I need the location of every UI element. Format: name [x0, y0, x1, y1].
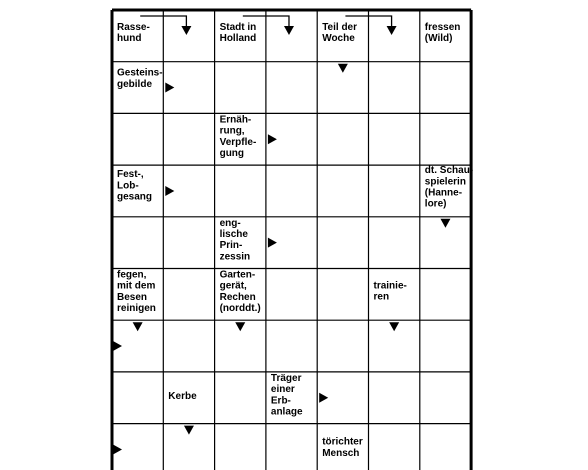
answer-cell[interactable] — [216, 373, 265, 423]
clue-text-line: Träger — [270, 372, 302, 384]
answer-cell[interactable] — [267, 321, 316, 371]
clue-teil-der-woche — [322, 22, 357, 44]
answer-cell[interactable] — [267, 11, 316, 61]
clue-text-line: Garten- — [219, 269, 256, 281]
answer-cell[interactable] — [164, 270, 213, 320]
clue-text-line: Stadt in — [219, 22, 257, 33]
clue-text-line: gebilde — [117, 78, 153, 90]
clue-traeger-erbanlage — [271, 373, 303, 418]
clue-text-line: Prin- — [219, 240, 243, 252]
clue-gartengeraet — [220, 270, 261, 315]
answer-cell[interactable] — [113, 114, 162, 164]
clue-text-line: reinigen — [117, 303, 156, 315]
clue-text-line: (Hanne- — [424, 187, 463, 199]
answer-cell[interactable] — [318, 321, 367, 371]
answer-cell[interactable] — [267, 425, 316, 470]
clue-stadt-in-holland — [220, 22, 257, 44]
clue-text-line: gerät, — [219, 280, 247, 292]
answer-cell[interactable] — [370, 166, 419, 216]
answer-cell[interactable] — [164, 218, 213, 268]
clue-text-line: Erb- — [270, 395, 291, 407]
answer-cell[interactable] — [318, 270, 367, 320]
clue-text-line: dt. Schau- — [424, 165, 474, 177]
answer-cell[interactable] — [370, 11, 419, 61]
clue-fest-lobgesang — [117, 169, 152, 202]
answer-cell[interactable] — [370, 373, 419, 423]
answer-cell[interactable] — [421, 270, 470, 320]
answer-cell[interactable] — [267, 63, 316, 113]
clue-text-line: Verpfle- — [219, 136, 257, 148]
answer-cell[interactable] — [164, 11, 213, 61]
clue-text-line: Gesteins- — [117, 67, 163, 79]
clue-text-line: lore) — [424, 198, 447, 210]
clue-text-line: Woche — [322, 33, 355, 45]
answer-cell[interactable] — [267, 166, 316, 216]
clue-text-line: Holland — [219, 33, 257, 45]
answer-cell[interactable] — [370, 63, 419, 113]
clue-trainieren — [374, 281, 407, 303]
clue-fressen-wild — [425, 22, 461, 44]
answer-cell[interactable] — [164, 321, 213, 371]
clue-text-line: lische — [219, 229, 248, 240]
answer-cell[interactable] — [113, 218, 162, 268]
clue-text-line: ren — [373, 291, 390, 303]
answer-cell[interactable] — [421, 321, 470, 371]
clue-text-line: (Wild) — [424, 33, 453, 45]
clue-text-line: Besen — [117, 291, 148, 303]
clue-toerichter-mensch — [322, 437, 363, 459]
clue-text-line: einer — [270, 384, 295, 396]
clue-text-line: spielerin — [424, 176, 466, 188]
answer-cell[interactable] — [421, 114, 470, 164]
answer-cell[interactable] — [216, 63, 265, 113]
clue-text-line: Lob- — [117, 180, 139, 192]
answer-cell[interactable] — [318, 114, 367, 164]
answer-cell[interactable] — [370, 218, 419, 268]
clue-rassehund — [117, 22, 150, 44]
clue-text-line: gung — [219, 148, 245, 159]
answer-cell[interactable] — [267, 270, 316, 320]
clue-text-line: Mensch — [322, 447, 360, 459]
clue-text-line: hund — [117, 33, 142, 45]
answer-cell[interactable] — [113, 425, 162, 470]
answer-cell[interactable] — [216, 166, 265, 216]
clue-text-line: Rechen — [219, 291, 256, 303]
answer-cell[interactable] — [370, 425, 419, 470]
clue-text-line: Fest-, — [117, 169, 144, 181]
clue-text-line: Rasse- — [117, 22, 150, 33]
answer-cell[interactable] — [421, 425, 470, 470]
clue-text-line: (norddt.) — [219, 303, 261, 315]
clue-text-line: eng- — [219, 217, 241, 229]
clue-gesteinsgebilde — [117, 68, 163, 90]
answer-cell[interactable] — [318, 218, 367, 268]
clue-text-line: anlage — [270, 406, 303, 418]
answer-cell[interactable] — [370, 114, 419, 164]
clue-ernaehrung — [220, 114, 257, 159]
answer-cell[interactable] — [164, 114, 213, 164]
clue-fegen — [117, 270, 156, 315]
clue-text-line: trainie- — [373, 280, 407, 292]
answer-cell[interactable] — [421, 373, 470, 423]
clue-text-line: rung, — [219, 125, 245, 137]
clue-text-line: Kerbe — [168, 390, 197, 402]
clue-dt-schauspielerin — [425, 165, 473, 210]
clue-text-line: Ernäh- — [219, 114, 252, 126]
answer-cell[interactable] — [421, 63, 470, 113]
clue-text-line: törichter — [322, 436, 363, 448]
answer-cell[interactable] — [216, 425, 265, 470]
clue-kerbe — [168, 391, 197, 402]
clue-text-line: zessin — [219, 251, 251, 263]
answer-cell[interactable] — [318, 166, 367, 216]
clue-text-line: fressen — [424, 22, 461, 33]
clue-text-line: fegen, — [117, 269, 147, 281]
clue-text-line: mit dem — [117, 280, 156, 292]
clue-text-line: Teil der — [322, 22, 358, 33]
answer-cell[interactable] — [113, 373, 162, 423]
clue-englische-prinzessin — [220, 218, 251, 263]
clue-text-line: gesang — [117, 191, 153, 203]
